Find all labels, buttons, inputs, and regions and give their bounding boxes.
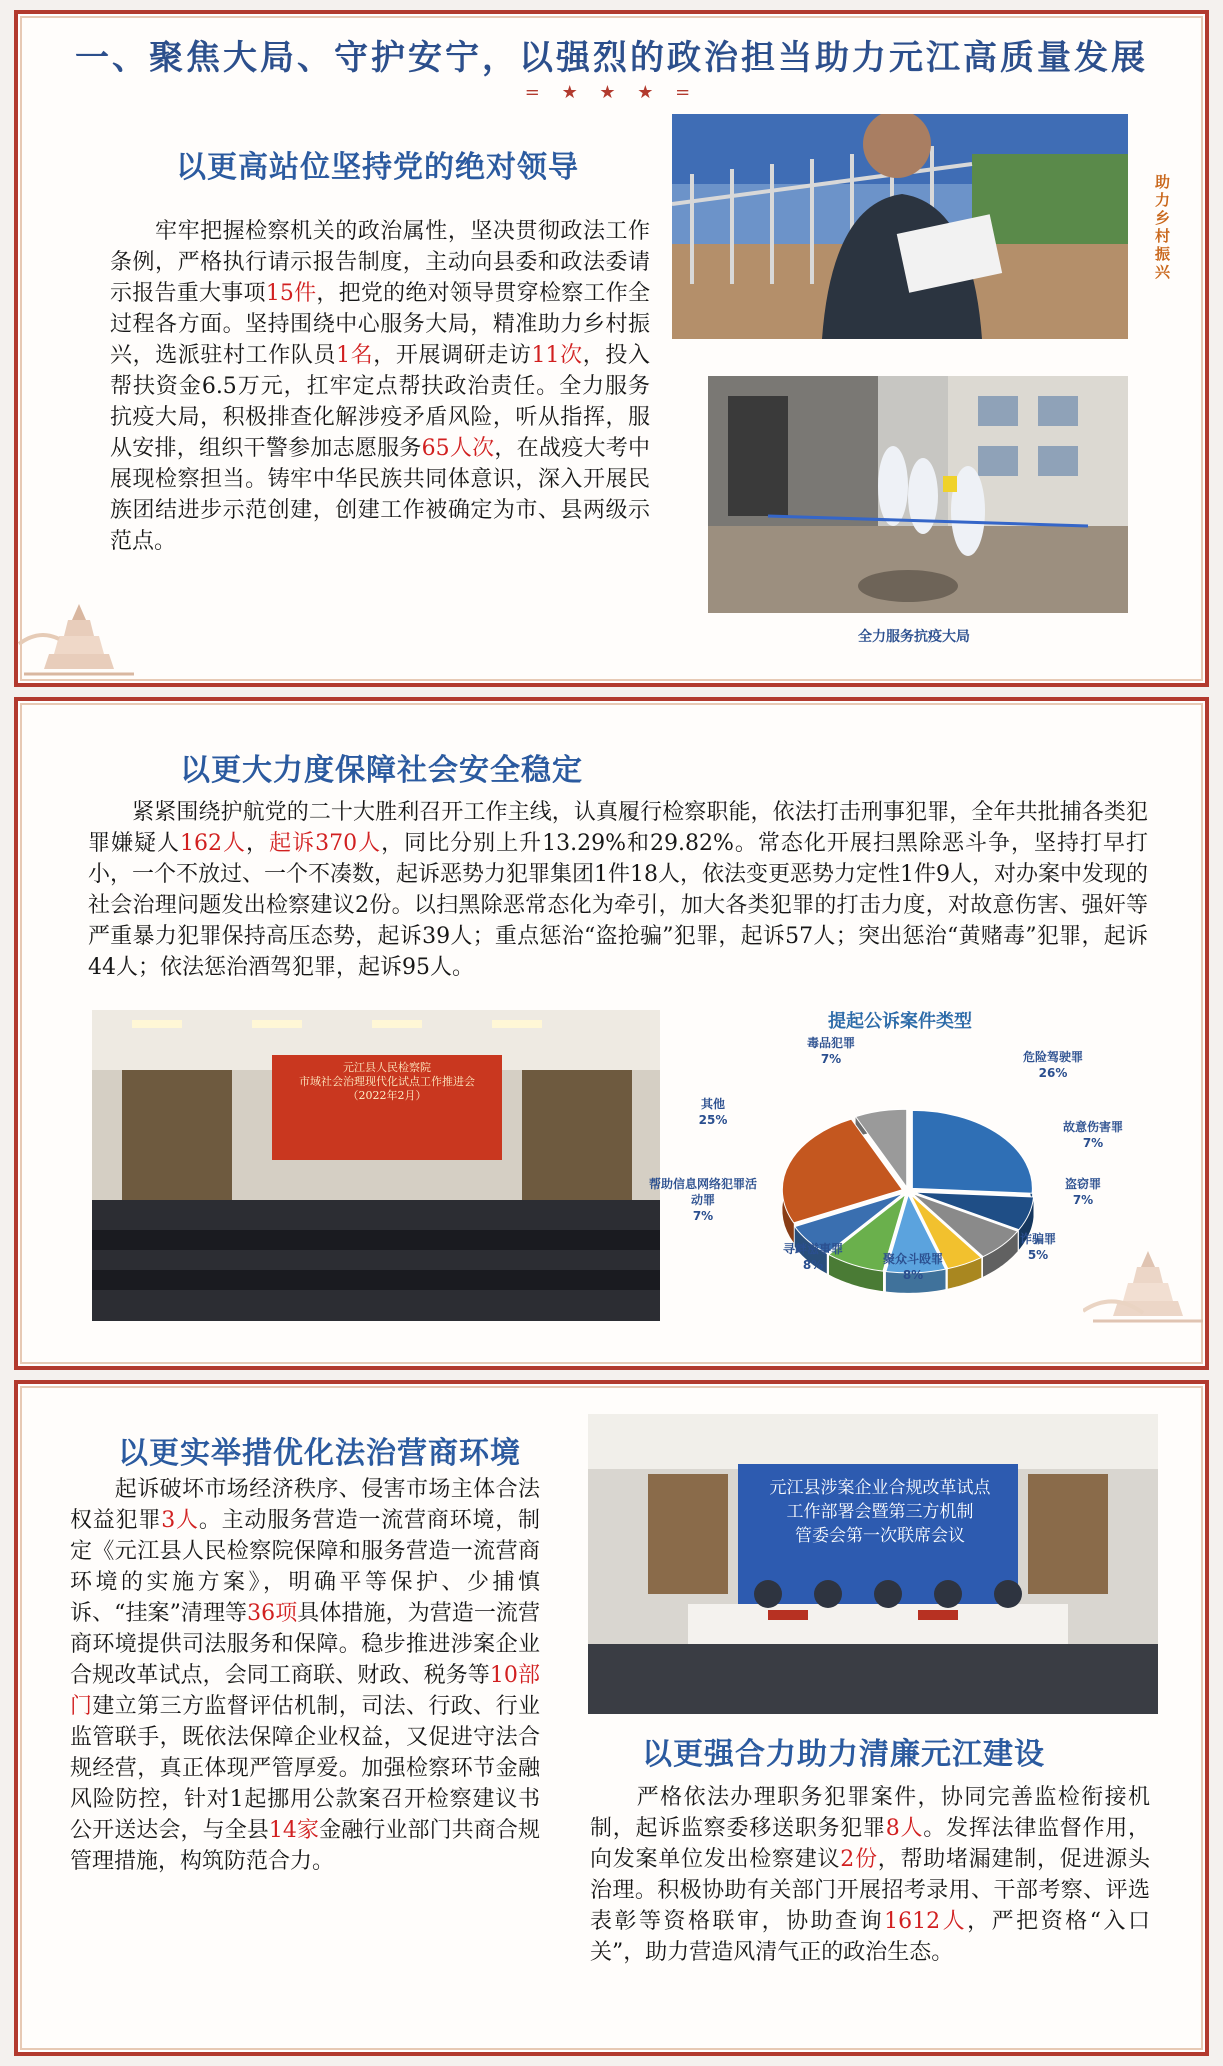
text-run: 紧紧围绕护航党的二十大胜利召开工作主线，认真履行检察职能，依法打击刑事犯罪，全年共批捕各类犯罪嫌疑人	[88, 800, 1148, 856]
text-run: 牢牢把握检察机关的政治属性，坚决贯彻政法工作条例，严格执行请示报告制度，主动向县委和政法委请示报告重大事项	[110, 219, 650, 306]
section-heading: 以更高站位坚持党的绝对领导	[176, 150, 579, 185]
text-run: 具体措施，为营造一流营商环境提供司法服务和保障。稳步推进涉案企业合规改革试点，会同工商联、财政、税务等	[70, 1601, 540, 1688]
highlight-number: 36项	[247, 1601, 298, 1626]
meeting-screen-text: 元江县涉案企业合规改革试点 工作部署会暨第三方机制 管委会第一次联席会议	[769, 1478, 991, 1546]
section-paragraph	[70, 1474, 540, 1877]
section-panel-political	[14, 10, 1209, 687]
pie-slice-name: 盗窃罪	[1064, 1177, 1101, 1191]
text-run: 金融行业部门共商合规管理措施，构筑防范合力。	[70, 1818, 540, 1874]
pie-slice-label	[648, 1176, 758, 1224]
text-run: 。主动服务营造一流营商环境，制定《元江县人民检察院保障和服务营造一流营商环境的实施方案》，明确平等保护、少捕慎诉、“挂案”清理等	[70, 1508, 540, 1626]
text-run: ，帮助堵漏建制，促进源头治理。积极协助有关部门开展招考录用、干部考察、评选表彰等资格联审，协助查询	[590, 1847, 1150, 1934]
highlight-number: 3人	[161, 1508, 199, 1533]
highlight-number: 1名	[336, 343, 374, 368]
pie-slice-label	[993, 1231, 1083, 1263]
pie-chart-container	[648, 1001, 1158, 1361]
caption-rural-revitalization: 助力乡村振兴	[1153, 174, 1171, 282]
highlight-number: 14家	[268, 1818, 320, 1843]
text-run: 严格依法办理职务犯罪案件，协同完善监检衔接机制，起诉监察委移送职务犯罪	[590, 1785, 1150, 1841]
section-heading: 以更实举措优化法治营商环境	[118, 1436, 521, 1471]
pie-slice-label	[1008, 1049, 1098, 1081]
text-run: 建立第三方监督评估机制，司法、行政、行业监管联手，既依法保障企业权益，又促进守法合规经营，真正体现严管厚爱。加强检察环节金融风险防控，针对1起挪用公款案召开检察建议书公开送达会，与全县	[70, 1694, 540, 1843]
highlight-number: 162人	[180, 831, 247, 856]
pie-slice-label	[1038, 1176, 1128, 1208]
text-run: 。发挥法律监督作用，向发案单位发出检察建议	[590, 1816, 1150, 1872]
section-heading: 以更大力度保障社会安全稳定	[180, 753, 583, 788]
section-paragraph	[110, 216, 650, 557]
highlight-number: 起诉370人	[269, 831, 382, 856]
pie-slice-percent: 7%	[820, 1052, 842, 1066]
photo-rural-visit	[672, 114, 1128, 339]
pie-slice-percent: 7%	[692, 1209, 714, 1223]
text-run: ，投入帮扶资金6.5万元，扛牢定点帮扶政治责任。全力服务抗疫大局，积极排查化解涉疫矛盾风险，听从指挥，服从安排，组织干警参加志愿服务	[110, 343, 650, 461]
panel-title: 一、聚焦大局、守护安宁，以强烈的政治担当助力元江高质量发展	[75, 38, 1148, 78]
pie-slice-label	[786, 1035, 876, 1067]
section-paragraph	[590, 1782, 1150, 1968]
meeting-banner-text: 元江县人民检察院 市域社会治理现代化试点工作推进会 （2022年2月）	[299, 1061, 475, 1102]
pie-slice-name: 帮助信息网络犯罪活动罪	[648, 1177, 757, 1207]
temple-of-heaven-decoration	[14, 574, 144, 684]
highlight-number: 10部门	[70, 1663, 540, 1719]
caption-epidemic-service: 全力服务抗疫大局	[858, 629, 970, 645]
text-run: ，同比分别上升13.29%和29.82%。常态化开展扫黑除恶斗争，坚持打早打小，一个不放过、一个不凑数，起诉恶势力犯罪集团1件18人，依法变更恶势力定性1件9人，对办案中发现的社会治理问题发出检察建议2份。以扫黑除恶常态化为牵引，加大各类犯罪的打击力度，对故意伤害、强奸等严重暴力犯罪保持高压态势，起诉39人；重点惩治“盗抢骗”犯罪，起诉57人；突出惩治“黄赌毒”犯罪，起诉44人；依法惩治酒驾犯罪，起诉95人。	[88, 831, 1148, 980]
highlight-number: 15件	[265, 281, 317, 306]
highlight-number: 65人次	[421, 436, 495, 461]
pie-slice-name: 诈骗罪	[1019, 1232, 1056, 1246]
pie-slice-percent: 8%	[802, 1258, 824, 1272]
pie-slice-percent: 7%	[1082, 1136, 1104, 1150]
pie-slice	[912, 1110, 1032, 1193]
section-heading: 以更强合力助力清廉元江建设	[642, 1737, 1045, 1772]
pie-slice-percent: 26%	[1038, 1066, 1068, 1080]
section-paragraph	[88, 797, 1148, 983]
text-run: ，开展调研走访	[373, 343, 532, 368]
pie-slice-name: 聚众斗殴罪	[882, 1252, 943, 1266]
highlight-number: 1612人	[884, 1909, 968, 1934]
pie-slice-label	[668, 1096, 758, 1128]
chart-title: 提起公诉案件类型	[828, 1011, 972, 1032]
text-run: ，在战疫大考中展现检察担当。铸牢中华民族共同体意识，深入开展民族团结进步示范创建，创建工作被确定为市、县两级示范点。	[110, 436, 650, 554]
pie-slice-percent: 8%	[902, 1268, 924, 1282]
photo-epidemic-volunteers	[708, 376, 1128, 613]
pie-slice-name: 其他	[700, 1097, 725, 1111]
pie-slice-percent: 5%	[1027, 1248, 1049, 1262]
pie-slice-name: 故意伤害罪	[1062, 1120, 1123, 1134]
text-run: ，	[246, 831, 270, 856]
pie-slice-label	[868, 1251, 958, 1283]
pie-slice-percent: 7%	[1072, 1193, 1094, 1207]
text-run: 起诉破坏市场经济秩序、侵害市场主体合法权益犯罪	[70, 1477, 540, 1533]
highlight-number: 11次	[531, 343, 583, 368]
pie-slice-name: 毒品犯罪	[806, 1036, 855, 1050]
pie-slice-label	[768, 1241, 858, 1273]
section-panel-security	[14, 697, 1209, 1370]
pie-slice-label	[1048, 1119, 1138, 1151]
photo-governance-meeting	[92, 1010, 660, 1321]
highlight-number: 8人	[885, 1816, 924, 1841]
section-panel-business	[14, 1380, 1209, 2056]
pie-slice-name: 危险驾驶罪	[1022, 1050, 1083, 1064]
pie-slice-name: 寻衅滋事罪	[782, 1242, 843, 1256]
photo-compliance-meeting	[588, 1414, 1158, 1714]
text-run: ，严把资格“入口关”，助力营造风清气正的政治生态。	[590, 1909, 1150, 1965]
text-run: ，把党的绝对领导贯穿检察工作全过程各方面。坚持围绕中心服务大局，精准助力乡村振兴，选派驻村工作队员	[110, 281, 650, 368]
pie-slice-percent: 25%	[698, 1113, 728, 1127]
highlight-number: 2份	[840, 1847, 878, 1872]
star-divider: = ★ ★ ★ =	[524, 82, 699, 103]
